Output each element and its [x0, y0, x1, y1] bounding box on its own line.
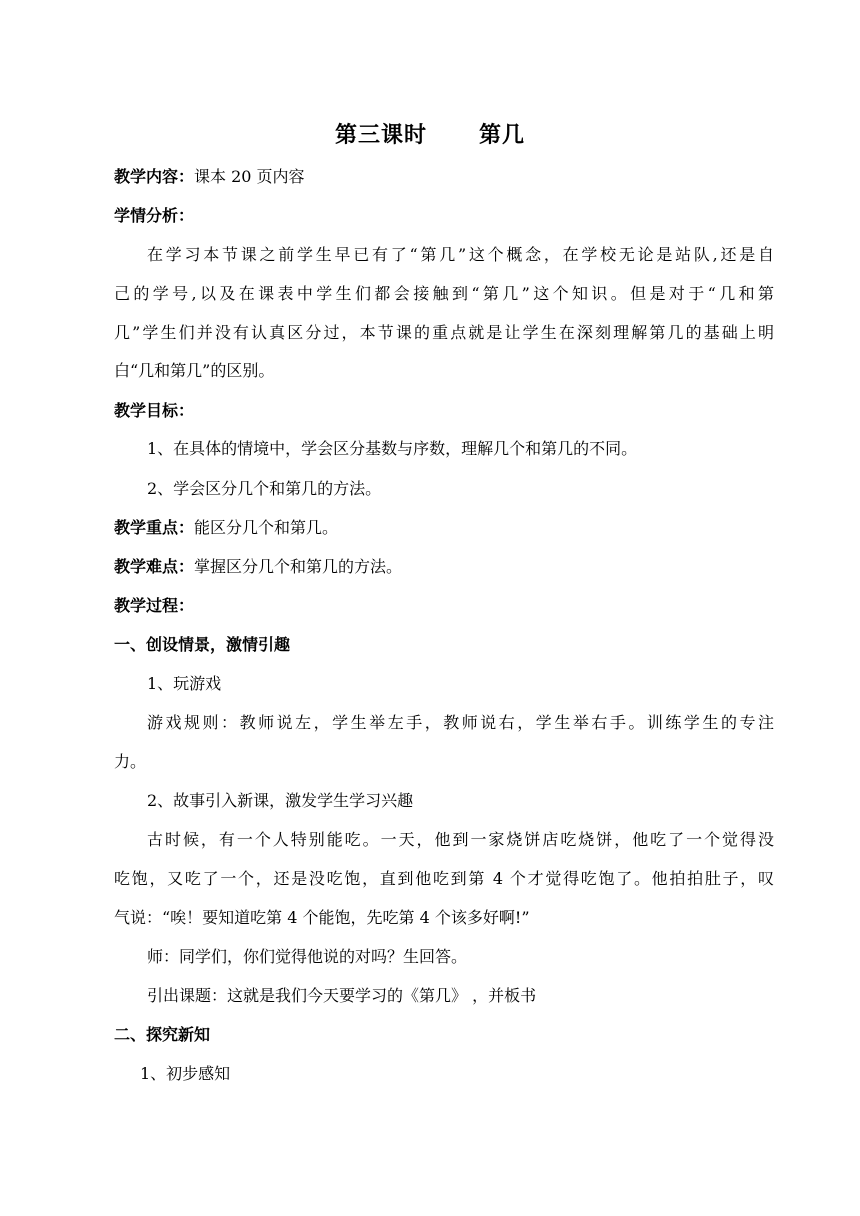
teaching-content-text: 课本 20 页内容: [194, 167, 305, 186]
section-two-heading: 二、探究新知: [114, 1025, 211, 1044]
difficulty-text: 掌握区分几个和第几的方法。: [194, 557, 403, 576]
story-line: 吃饱，又吃了一个，还是没吃饱，直到他吃到第 4 个才觉得吃饱了。他拍拍肚子，叹: [114, 869, 774, 888]
key-point-label: 教学重点：: [114, 518, 195, 537]
section-one-item: 1、玩游戏: [147, 674, 222, 693]
analysis-label: 学情分析：: [114, 206, 195, 225]
teacher-line: 师：同学们，你们觉得他说的对吗？生回答。: [147, 947, 468, 966]
game-rules-line: 游戏规则：教师说左，学生举左手，教师说右，学生举右手。训练学生的专注: [147, 713, 774, 732]
story-line: 气说：“唉！要知道吃第 4 个能饱，先吃第 4 个该多好啊!”: [114, 908, 530, 927]
game-rules-line: 力。: [114, 752, 147, 771]
page-title: 第三课时 第几: [335, 123, 525, 148]
section-one-item: 2、故事引入新课，激发学生学习兴趣: [147, 791, 414, 810]
analysis-line: 几”学生们并没有认真区分过，本节课的重点就是让学生在深刻理解第几的基础上明: [114, 323, 774, 342]
key-point-row: [114, 516, 774, 540]
analysis-line: 白“几和第几”的区别。: [114, 361, 275, 380]
goal-item: 1、在具体的情境中，学会区分基数与序数，理解几个和第几的不同。: [147, 439, 638, 458]
teaching-content-label: 教学内容：: [114, 167, 195, 186]
goals-label: 教学目标：: [114, 401, 195, 420]
analysis-line: 己的学号,以及在课表中学生们都会接触到“第几”这个知识。但是对于“几和第: [114, 284, 774, 303]
analysis-line: 在学习本节课之前学生早已有了“第几”这个概念，在学校无论是站队,还是自: [147, 245, 774, 264]
key-point-text: 能区分几个和第几。: [194, 518, 339, 537]
difficulty-row: [114, 555, 774, 579]
goal-item: 2、学会区分几个和第几的方法。: [147, 479, 382, 498]
story-line: 古时候，有一个人特别能吃。一天，他到一家烧饼店吃烧饼，他吃了一个觉得没: [147, 830, 774, 849]
teaching-content-row: [114, 165, 774, 189]
section-two-item: 1、初步感知: [140, 1064, 231, 1083]
section-one-heading: 一、创设情景，激情引趣: [114, 635, 291, 654]
intro-line: 引出课题：这就是我们今天要学习的《第几》 ，并板书: [147, 986, 537, 1005]
difficulty-label: 教学难点：: [114, 557, 195, 576]
process-label: 教学过程：: [114, 596, 195, 615]
